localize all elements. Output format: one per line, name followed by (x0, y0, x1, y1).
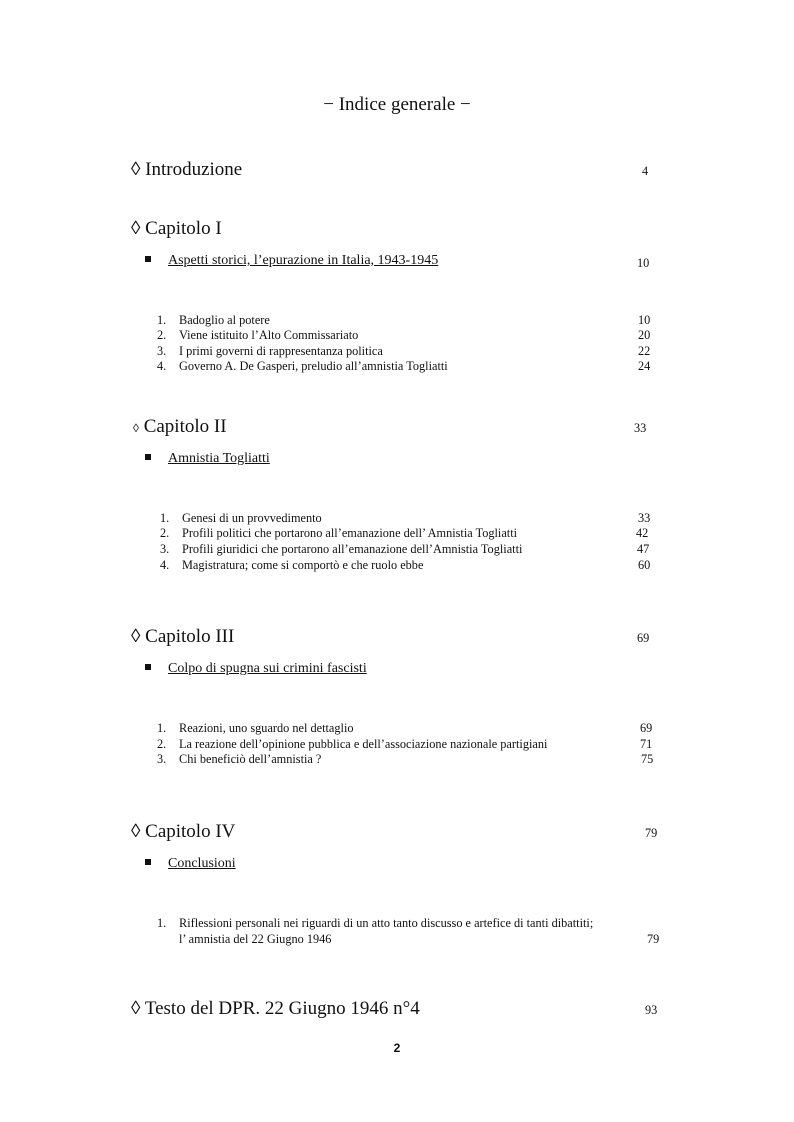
square-bullet-icon (145, 454, 151, 460)
entry-page: 69 (637, 631, 650, 645)
diamond-icon: ◊ (131, 998, 141, 1019)
diamond-icon: ◊ (131, 821, 141, 842)
square-bullet-icon (145, 859, 151, 865)
square-bullet-icon (145, 256, 151, 262)
list-item[interactable]: 3. I primi governi di rappresentanza politica (157, 344, 383, 358)
list-item[interactable]: 2. La reazione dell’opinione pubblica e dell’associazione nazionale partigiani (157, 737, 548, 751)
toc-entry-introduzione[interactable] (131, 159, 242, 181)
list-item[interactable]: 2. Profili politici che portarono all’emanazione dell’ Amnistia Togliatti (160, 526, 518, 540)
chapter-subtitle[interactable]: Colpo di spugna sui crimini fascisti (145, 661, 367, 677)
item-page: 24 (638, 359, 651, 373)
list-item[interactable]: 3. Profili giuridici che portarono all’emanazione dell’Amnistia Togliatti (160, 542, 523, 556)
diamond-icon: ◊ (133, 421, 139, 435)
item-page: 69 (640, 721, 653, 735)
list-item[interactable]: 1. Genesi di un provvedimento (160, 511, 322, 525)
toc-entry-capitolo-1[interactable] (131, 218, 222, 240)
list-item[interactable]: 3. Chi beneficiò dell’amnistia ? (157, 752, 322, 766)
entry-label: Capitolo IV (145, 821, 236, 842)
item-page: 10 (638, 313, 651, 327)
entry-page: 93 (645, 1003, 658, 1017)
chapter-subtitle[interactable]: Conclusioni (145, 856, 236, 872)
item-page: 33 (638, 511, 651, 525)
item-page: 60 (638, 558, 651, 572)
entry-page: 79 (645, 826, 658, 840)
subtitle-page: 10 (637, 256, 650, 270)
chapter-subtitle[interactable]: Amnistia Togliatti (145, 451, 270, 467)
list-item[interactable]: 1. Riflessioni personali nei riguardi di un atto tanto discusso e artefice di tanti dibattiti; (157, 916, 594, 930)
item-page: 42 (636, 526, 649, 540)
list-item[interactable]: 2. Viene istituito l’Alto Commissariato (157, 328, 359, 342)
diamond-icon: ◊ (131, 626, 141, 647)
list-item[interactable]: 1. Badoglio al potere (157, 313, 270, 327)
entry-label: Testo del DPR. 22 Giugno 1946 n°4 (144, 998, 420, 1019)
item-page: 75 (641, 752, 654, 766)
entry-label: Introduzione (145, 159, 243, 180)
page-number: 2 (393, 1041, 401, 1055)
entry-page: 4 (642, 164, 649, 178)
diamond-icon: ◊ (131, 159, 141, 180)
entry-label: Capitolo I (145, 218, 222, 239)
item-page: 47 (637, 542, 650, 556)
list-item[interactable]: 4. Governo A. De Gasperi, preludio all’amnistia Togliatti (157, 359, 448, 373)
list-item-continuation: l’ amnistia del 22 Giugno 1946 (179, 932, 332, 946)
entry-page: 33 (634, 421, 647, 435)
item-page: 71 (640, 737, 653, 751)
item-page: 22 (638, 344, 651, 358)
item-page: 79 (647, 932, 660, 946)
chapter-subtitle[interactable]: Aspetti storici, l’epurazione in Italia, 1943-1945 (145, 253, 438, 269)
toc-entry-testo-dpr[interactable] (131, 998, 420, 1020)
item-page: 20 (638, 328, 651, 342)
toc-entry-capitolo-2[interactable] (133, 416, 227, 438)
toc-entry-capitolo-3[interactable] (131, 626, 234, 648)
entry-label: Capitolo III (145, 626, 235, 647)
square-bullet-icon (145, 664, 151, 670)
entry-label: Capitolo II (143, 416, 227, 437)
diamond-icon: ◊ (131, 218, 141, 239)
list-item[interactable]: 4. Magistratura; come si comportò e che ruolo ebbe (160, 558, 424, 572)
page-title: − Indice generale − (323, 94, 471, 115)
list-item[interactable]: 1. Reazioni, uno sguardo nel dettaglio (157, 721, 354, 735)
toc-entry-capitolo-4[interactable] (131, 821, 235, 843)
